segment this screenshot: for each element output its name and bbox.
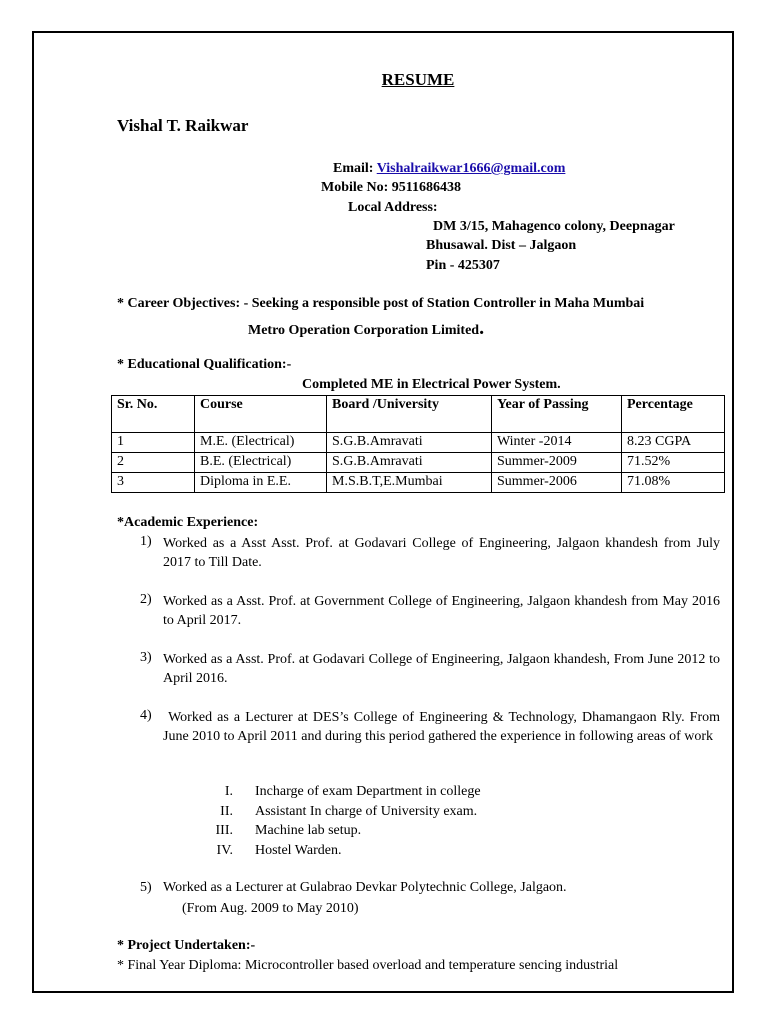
table-row <box>112 433 725 453</box>
pin-code: Pin - 425307 <box>426 258 500 273</box>
header-board-university: Board /University <box>327 396 492 433</box>
cell-sr-no: 3 <box>112 473 195 493</box>
cell-percentage: 71.52% <box>622 453 725 473</box>
sub-item: Machine lab setup. <box>255 823 362 838</box>
header-sr-no: Sr. No. <box>112 396 195 433</box>
experience-item: Worked as a Asst Asst. Prof. at Godavari College of Engineering, Jalgaon khandesh from July 2017 to Till Date. <box>163 536 720 570</box>
career-objective-line-2 <box>248 317 484 340</box>
cell-year: Summer-2006 <box>492 473 622 493</box>
cell-course: B.E. (Electrical) <box>195 453 327 473</box>
cell-board: M.S.B.T,E.Mumbai <box>327 473 492 493</box>
cell-year: Winter -2014 <box>492 433 622 453</box>
experience-number: 1) <box>140 534 152 549</box>
experience-item: Worked as a Asst. Prof. at Godavari College of Engineering, Jalgaon khandesh, From June 2012 to April 2016. <box>163 652 720 686</box>
resume-title: RESUME <box>381 70 455 89</box>
education-table <box>111 395 725 493</box>
sub-item: Hostel Warden. <box>255 843 342 858</box>
email-line <box>333 161 565 177</box>
experience-heading: *Academic Experience: <box>117 515 259 530</box>
header-course: Course <box>195 396 327 433</box>
sub-item: Incharge of exam Department in college <box>255 784 481 799</box>
cell-year: Summer-2009 <box>492 453 622 473</box>
experience-number: 5) <box>140 880 152 895</box>
experience-item: Worked as a Lecturer at Gulabrao Devkar Polytechnic College, Jalgaon. <box>163 880 567 895</box>
header-year-of-passing: Year of Passing <box>492 396 622 433</box>
experience-item-period: (From Aug. 2009 to May 2010) <box>182 901 359 916</box>
table-row <box>112 453 725 473</box>
cell-board: S.G.B.Amravati <box>327 453 492 473</box>
career-objective-text: Metro Operation Corporation Limited <box>248 323 480 338</box>
cell-course: M.E. (Electrical) <box>195 433 327 453</box>
address-line-2: Bhusawal. Dist – Jalgaon <box>426 238 577 253</box>
experience-number: 2) <box>140 592 152 607</box>
sub-item: Assistant In charge of University exam. <box>255 804 478 819</box>
projects-heading: * Project Undertaken:- <box>117 938 256 953</box>
email-label: Email: <box>333 161 374 176</box>
sub-item-number: IV. <box>216 843 233 858</box>
experience-number: 3) <box>140 650 152 665</box>
experience-number: 4) <box>140 708 152 723</box>
project-line: * Final Year Diploma: Microcontroller based overload and temperature sencing industrial <box>117 958 619 973</box>
sub-item-number: II. <box>220 804 233 819</box>
career-objective-dot: . <box>479 317 485 339</box>
experience-item: Worked as a Lecturer at DES’s College of Engineering & Technology, Dhamangaon Rly. From June 2010 to April 2011 and during this period gathered the experience in following areas of work <box>163 710 724 744</box>
cell-course: Diploma in E.E. <box>195 473 327 493</box>
education-heading: * Educational Qualification:- <box>117 357 292 372</box>
sub-item-number: I. <box>224 784 233 799</box>
local-address-label: Local Address: <box>348 200 438 215</box>
education-note: Completed ME in Electrical Power System. <box>302 377 561 392</box>
cell-percentage: 8.23 CGPA <box>622 433 725 453</box>
career-objective-line-1: * Career Objectives: - Seeking a responsible post of Station Controller in Maha Mumbai <box>117 296 645 311</box>
header-percentage: Percentage <box>622 396 725 433</box>
sub-item-number: III. <box>215 823 233 838</box>
experience-item: Worked as a Asst. Prof. at Government College of Engineering, Jalgaon khandesh from May 2016 to April 2017. <box>163 594 720 628</box>
table-header-row <box>112 396 725 433</box>
address-line-1: DM 3/15, Mahagenco colony, Deepnagar <box>433 219 675 234</box>
candidate-name: Vishal T. Raikwar <box>117 116 249 135</box>
table-row <box>112 473 725 493</box>
cell-sr-no: 1 <box>112 433 195 453</box>
mobile-line: Mobile No: 9511686438 <box>321 180 461 195</box>
cell-percentage: 71.08% <box>622 473 725 493</box>
cell-sr-no: 2 <box>112 453 195 473</box>
email-link[interactable]: Vishalraikwar1666@gmail.com <box>376 161 566 176</box>
cell-board: S.G.B.Amravati <box>327 433 492 453</box>
